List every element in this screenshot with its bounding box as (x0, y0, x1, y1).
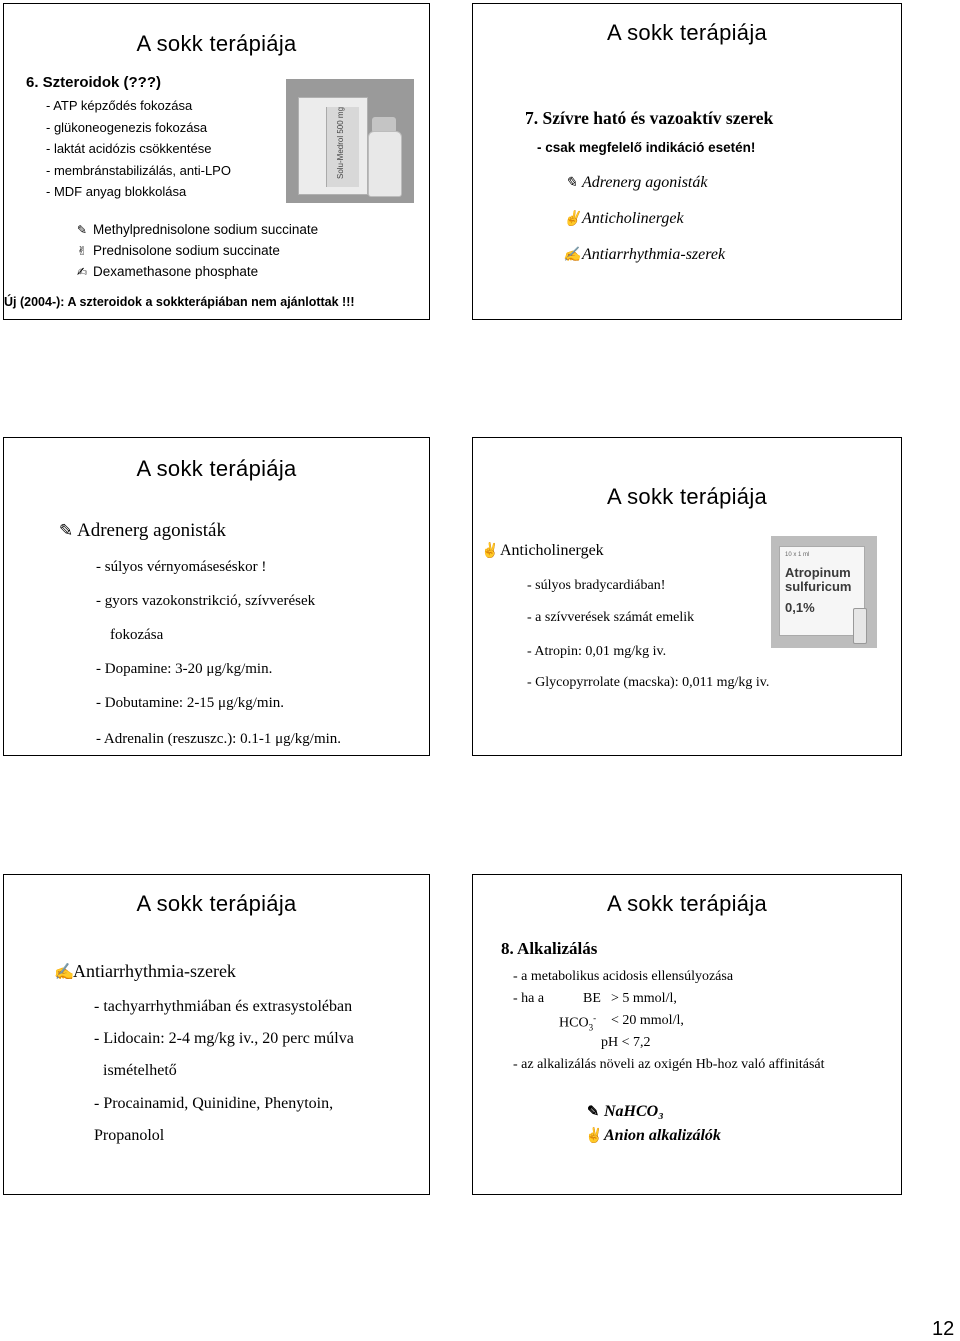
section-heading (58, 520, 226, 542)
slide-alkalization (472, 874, 902, 1195)
list-item (585, 1127, 721, 1145)
section-subheading: - csak megfelelő indikáció esetén! (537, 140, 756, 155)
list-item (74, 264, 318, 285)
list-item: - az alkalizálás növeli az oxigén Hb-hoz való affinitását (513, 1057, 825, 1072)
slide-title: A sokk terápiája (606, 20, 768, 45)
param-subscript: 3 (588, 1022, 594, 1033)
heading-label: Antiarrhythmia-szerek (73, 961, 236, 981)
section-heading (54, 961, 236, 982)
list-item (74, 243, 318, 264)
victory-hand-icon: ✌ (563, 211, 581, 227)
item-label: Antiarrhythmia-szerek (582, 246, 726, 263)
list-item: - tachyarrhythmiában és extrasystoléban (94, 998, 353, 1015)
list-item: - glükoneogenezis fokozása (46, 119, 208, 135)
list-item: - súlyos vérnyomáseséskor ! (96, 559, 267, 575)
slide-title: A sokk terápiája (136, 31, 297, 56)
slide-title: A sokk terápiája (606, 484, 768, 509)
list-item: - Lidocain: 2-4 mg/kg iv., 20 perc múlva (94, 1030, 354, 1047)
effects-list (46, 96, 231, 204)
pencil-icon: ✍ (54, 963, 75, 981)
param-text: HCO (559, 1015, 589, 1031)
page-number: 12 (932, 1318, 955, 1340)
list-item: - Procainamid, Quinidine, Phenytoin, (94, 1095, 334, 1112)
list-item: - súlyos bradycardiában! (527, 578, 666, 593)
drug-name: Prednisolone sodium succinate (93, 243, 280, 258)
victory-hand-icon: ✌ (585, 1128, 603, 1144)
photo-label: Solu-Medrol 500 mg (336, 106, 345, 179)
item-label: NaHCO₃ (604, 1103, 664, 1120)
writing-hand-icon: ✎ (564, 175, 578, 191)
parameter-label (559, 1013, 596, 1032)
slide-title: A sokk terápiája (606, 891, 768, 916)
list-item (585, 1103, 664, 1121)
section-heading (481, 542, 604, 560)
solu-medrol-photo (286, 79, 414, 203)
slide-title: A sokk terápiája (136, 891, 297, 916)
photo-title (785, 566, 851, 594)
list-item (563, 174, 707, 192)
param-superscript: - (593, 1013, 597, 1023)
list-item: - Adrenalin (reszuszc.): 0.1-1 μg/kg/min. (96, 731, 342, 747)
heading-label: Anticholinergek (500, 542, 604, 559)
list-item (563, 210, 684, 228)
condition-value: > 5 mmol/l, (611, 991, 677, 1006)
writing-hand-icon: ✎ (58, 521, 74, 540)
slide-antiarrhythmics (3, 874, 430, 1195)
slide-note: Új (2004-): A szteroidok a sokkterápiában nem ajánlottak !!! (4, 295, 355, 309)
list-item: - Dobutamine: 2-15 μg/kg/min. (96, 695, 285, 711)
list-item: - ATP képződés fokozása (46, 98, 193, 113)
list-item: - a metabolikus acidosis ellensúlyozása (513, 969, 734, 984)
list-item: ismételhető (103, 1062, 177, 1079)
photo-title-line: sulfuricum (785, 579, 852, 594)
list-item: Propanolol (94, 1127, 165, 1144)
slide-anticholinergics (472, 437, 902, 756)
list-item: - a szívverések számát emelik (527, 610, 695, 625)
slide-steroids (3, 3, 430, 320)
section-heading: 6. Szteroidok (???) (26, 74, 161, 91)
list-item: - gyors vazokonstrikció, szívverések (96, 593, 316, 609)
drug-list (74, 222, 318, 285)
victory-hand-icon: ✌ (76, 244, 88, 258)
list-item: - MDF anyag blokkolása (46, 184, 187, 199)
list-item: - Dopamine: 3-20 μg/kg/min. (96, 661, 273, 677)
list-item: - ha a (513, 991, 545, 1006)
pencil-icon: ✍ (76, 265, 88, 279)
slide-adrenergic-agonists (3, 437, 430, 756)
slide-title: A sokk terápiája (136, 456, 297, 481)
pencil-icon: ✍ (563, 247, 581, 263)
list-item: - membránstabilizálás, anti-LPO (46, 162, 231, 178)
list-item (563, 246, 725, 264)
section-heading: 8. Alkalizálás (501, 939, 598, 958)
list-item: - Glycopyrrolate (macska): 0,011 mg/kg iv. (527, 675, 770, 690)
heading-label: Adrenerg agonisták (77, 520, 226, 541)
atropine-photo (771, 536, 877, 648)
writing-hand-icon: ✎ (586, 1104, 600, 1120)
drug-name: Methylprednisolone sodium succinate (93, 222, 319, 237)
photo-title-line: Atropinum (785, 565, 851, 580)
victory-hand-icon: ✌ (481, 543, 499, 559)
photo-small-text: 10 x 1 ml (785, 552, 810, 558)
section-heading: 7. Szívre ható és vazoaktív szerek (525, 108, 774, 128)
list-item (74, 222, 318, 243)
item-label: Anion alkalizálók (604, 1127, 721, 1144)
item-label: Anticholinergek (582, 210, 684, 227)
parameter-label: BE (583, 991, 601, 1006)
drug-name: Dexamethasone phosphate (93, 264, 259, 279)
condition-value: pH < 7,2 (601, 1035, 651, 1050)
writing-hand-icon: ✎ (76, 223, 88, 237)
slide-cardiac-agents (472, 3, 902, 320)
list-item: fokozása (110, 627, 164, 643)
list-item: - laktát acidózis csökkentése (46, 141, 212, 156)
photo-strength: 0,1% (785, 600, 815, 615)
item-label: Adrenerg agonisták (582, 174, 708, 191)
list-item: - Atropin: 0,01 mg/kg iv. (527, 644, 667, 659)
condition-value: < 20 mmol/l, (611, 1013, 684, 1028)
